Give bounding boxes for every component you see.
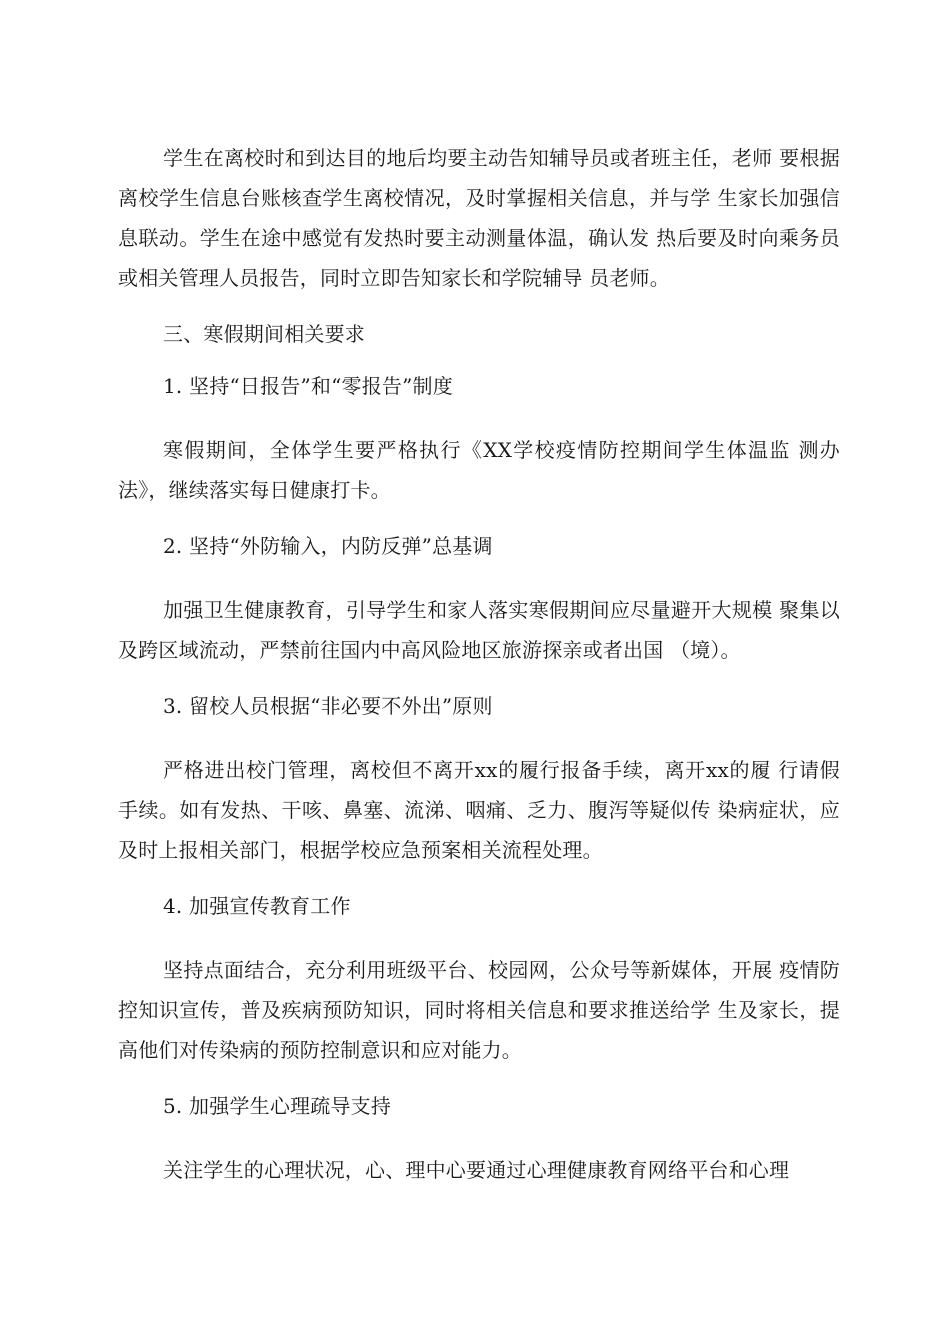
paragraph-gate-management: 严格进出校门管理，离校但不离开xx的履行报备手续，离开xx的履 行请假手续。如有发热、干咳、鼻塞、流涕、咽痛、乏力、腹泻等疑似传 染病症状，应及时上报相关部门，根据学校应急预案相关流程处理。 xyxy=(118,758,840,862)
paragraph-psychological-status: 关注学生的心理状况，心、理中心要通过心理健康教育网络平台和心理 xyxy=(163,1158,790,1182)
paragraph-publicity-details: 坚持点面结合，充分利用班级平台、校园网，公众号等新媒体，开展 疫情防控知识宣传，普及疾病预防知识，同时将相关信息和要求推送给学 生及家长，提高他们对传染病的预防控制意识和应对能力。 xyxy=(118,958,840,1062)
paragraph-departure-notice: 学生在离校时和到达目的地后均要主动告知辅导员或者班主任，老师 要根据离校学生信息台账核查学生离校情况，及时掌握相关信息，并与学 生家长加强信息联动。学生在途中感觉有发热时要主动测量体温，确认发 热后要及时向乘务员或相关管理人员报告，同时立即告知家长和学院辅导 员老师。 xyxy=(118,146,840,290)
subheading-stay-on-campus: 3. 留校人员根据“非必要不外出”原则 xyxy=(163,694,493,718)
subheading-publicity-education: 4. 加强宣传教育工作 xyxy=(163,894,351,918)
subheading-psychological-support: 5. 加强学生心理疏导支持 xyxy=(163,1094,392,1118)
paragraph-health-education: 加强卫生健康教育，引导学生和家人落实寒假期间应尽量避开大规模 聚集以及跨区域流动，严禁前往国内中高风险地区旅游探亲或者出国 （境）。 xyxy=(118,598,840,662)
subheading-daily-report: 1. 坚持“日报告”和“零报告”制度 xyxy=(163,374,453,398)
subheading-prevention-tone: 2. 坚持“外防输入，内防反弹”总基调 xyxy=(163,534,493,558)
paragraph-temperature-monitoring: 寒假期间，全体学生要严格执行《XX学校疫情防控期间学生体温监 测办法》，继续落实每日健康打卡。 xyxy=(118,438,840,502)
section-heading-winter-requirements: 三、寒假期间相关要求 xyxy=(163,322,365,346)
